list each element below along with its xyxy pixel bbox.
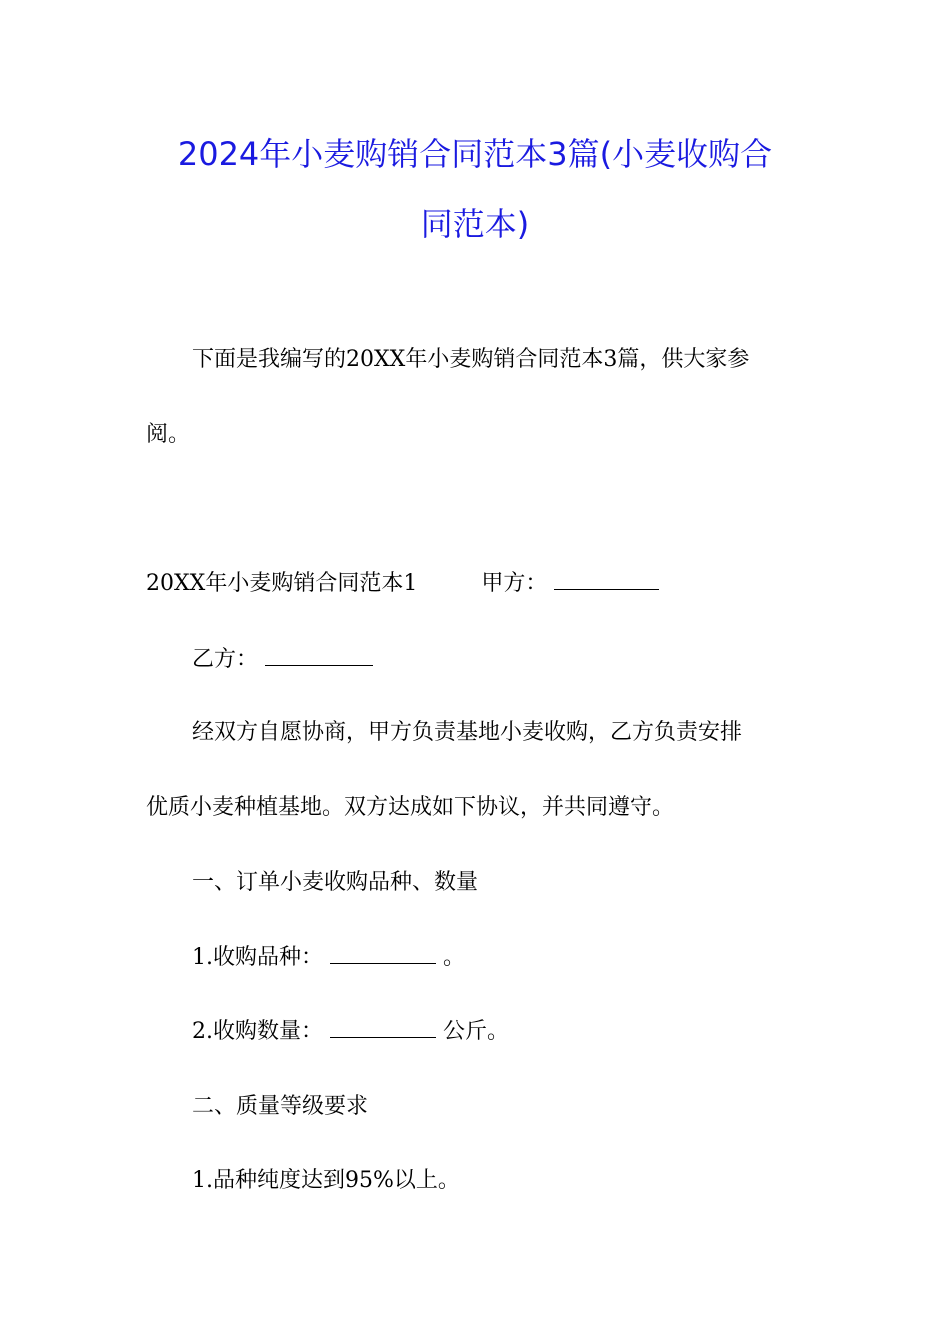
- party-b-label: 乙方：: [192, 647, 259, 672]
- item-2-label: 2.收购数量：: [192, 1019, 323, 1044]
- document-title-line-1: 2024年小麦购销合同范本3篇(小麦收购合: [177, 135, 773, 173]
- party-b-blank: [265, 645, 373, 666]
- section-title: 20XX年小麦购销合同范本1: [146, 571, 418, 596]
- heading-2: 二、质量等级要求: [192, 1094, 369, 1119]
- item-1-blank: [330, 943, 436, 964]
- paragraph-1-line-2: 优质小麦种植基地。双方达成如下协议，并共同遵守。: [146, 795, 675, 820]
- party-a-blank: [554, 569, 659, 590]
- item-2-row: [192, 1017, 509, 1047]
- intro-line-1: 下面是我编写的20XX年小麦购销合同范本3篇，供大家参: [192, 347, 750, 372]
- section-header-row: [146, 569, 659, 599]
- document-title-line-2: 同范本): [420, 205, 530, 243]
- party-b-row: [192, 645, 373, 675]
- item-2-blank: [330, 1017, 436, 1038]
- party-a-label: 甲方：: [481, 571, 548, 596]
- item-1-suffix: 。: [443, 945, 466, 970]
- item-3: 1.品种纯度达到95%以上。: [192, 1168, 460, 1193]
- heading-1: 一、订单小麦收购品种、数量: [192, 870, 479, 895]
- paragraph-1-line-1: 经双方自愿协商，甲方负责基地小麦收购，乙方负责安排: [192, 720, 743, 745]
- intro-line-2: 阅。: [146, 422, 191, 447]
- item-1-row: [192, 943, 465, 973]
- item-2-suffix: 公斤。: [443, 1019, 510, 1044]
- item-1-label: 1.收购品种：: [192, 945, 323, 970]
